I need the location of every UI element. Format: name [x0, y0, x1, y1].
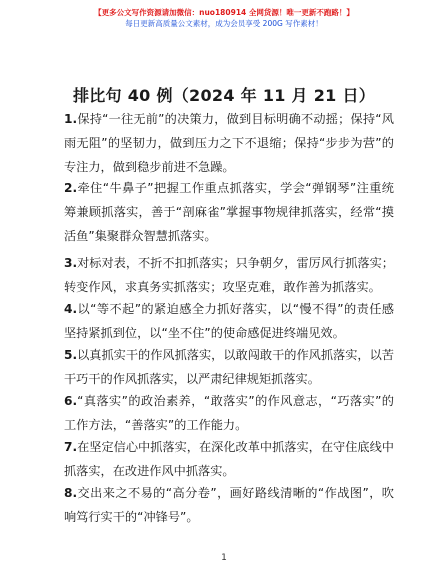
paragraph-1: [64, 107, 394, 179]
paragraph-text: 对标对表，不折不扣抓落实；只争朝夕，雷厉风行抓落实；转变作风，求真务实抓落实；攻坚克难，敢作善为抓落实。: [64, 256, 394, 294]
promo-banner: [0, 7, 448, 29]
paragraph-number: 5.: [64, 348, 78, 362]
paragraph-6: [64, 389, 394, 437]
paragraph-2: [64, 176, 394, 248]
paragraph-text: 在坚定信心中抓落实，在深化改革中抓落实，在守住底线中抓落实，在改进作风中抓落实。: [64, 440, 394, 478]
paragraph-text: 以真抓实干的作风抓落实，以敢闯敢干的作风抓落实，以苦干巧干的作风抓落实，以严肃纪律规矩抓落实。: [64, 348, 394, 386]
paragraph-5: [64, 343, 394, 391]
paragraph-text: 保持“一往无前”的决策力，做到目标明确不动摇；保持“风雨无阻”的坚韧力，做到压力之下不退缩；保持“步步为营”的专注力，做到稳步前进不急躁。: [64, 112, 394, 174]
promo-banner-line1: 【更多公文写作资源请加微信：nuo180914 全网货源！唯一更新不跑路！】: [94, 8, 354, 17]
paragraph-number: 3.: [64, 256, 78, 270]
promo-banner-line2: 每日更新高质量公文素材，成为会员享受 200G 写作素材！: [125, 19, 323, 28]
paragraph-3: [64, 251, 394, 299]
paragraph-number: 4.: [64, 302, 78, 316]
paragraph-4: [64, 297, 394, 345]
paragraph-text: 以“等不起”的紧迫感全力抓好落实，以“慢不得”的责任感坚持紧抓到位，以“坐不住”的使命感促进终端见效。: [64, 302, 394, 340]
paragraph-text: 交出来之不易的“高分卷”，画好路线清晰的“作战图”，吹响笃行实干的“冲锋号”。: [64, 486, 394, 524]
paragraph-number: 2.: [64, 181, 78, 195]
paragraph-number: 6.: [64, 394, 78, 408]
paragraph-text: “真落实”的政治素养，“敢落实”的作风意志，“巧落实”的工作方法，“善落实”的工作能力。: [64, 394, 394, 432]
paragraph-number: 1.: [64, 112, 78, 126]
paragraph-number: 7.: [64, 440, 78, 454]
paragraph-number: 8.: [64, 486, 78, 500]
page-number: 1: [221, 553, 227, 563]
paragraph-8: [64, 481, 394, 529]
document-title: 排比句 40 例（2024 年 11 月 21 日）: [72, 86, 376, 105]
paragraph-text: 牵住“牛鼻子”把握工作重点抓落实，学会“弹钢琴”注重统筹兼顾抓落实，善于“剖麻雀”掌握事物规律抓落实，经常“摸活鱼”集聚群众智慧抓落实。: [64, 181, 394, 243]
paragraph-7: [64, 435, 394, 483]
